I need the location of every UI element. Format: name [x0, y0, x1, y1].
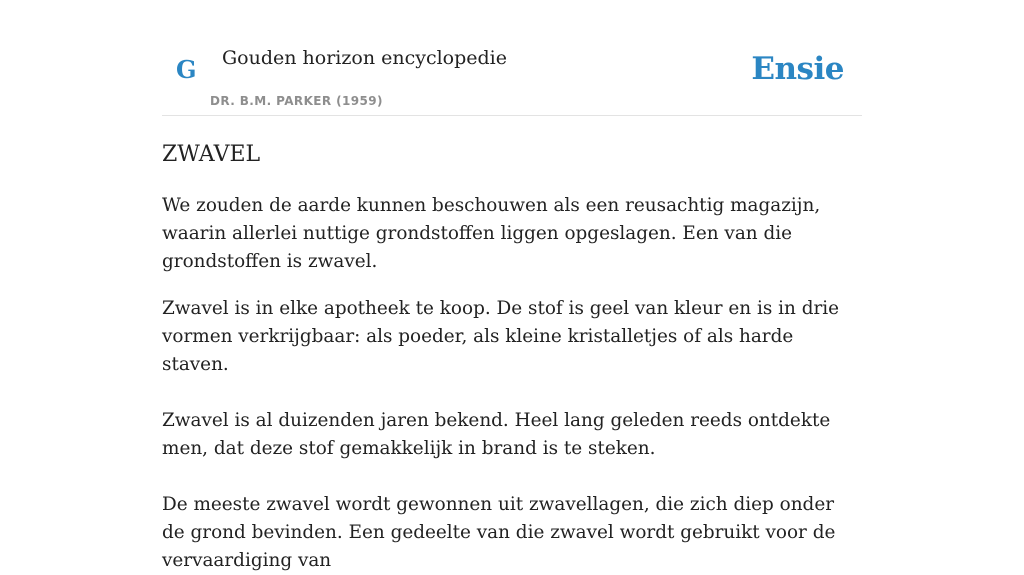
article-paragraph: Zwavel is al duizenden jaren bekend. Heel lang geleden reeds ontdekte men, dat deze stof gemakkelijk in brand is te steken.	[162, 410, 831, 459]
entry-header	[162, 0, 862, 116]
entry-headword: ZWAVEL	[162, 142, 261, 167]
article-paragraph: De meeste zwavel wordt gewonnen uit zwavellagen, die zich diep onder de grond bevinden. Een gedeelte van die zwavel wordt gebruikt voor de vervaardiging van	[162, 494, 836, 571]
article-paragraph: Zwavel is in elke apotheek te koop. De stof is geel van kleur en is in drie vormen verkrijgbaar: als poeder, als kleine kristalletjes of als harde staven.	[162, 298, 840, 375]
source-letter-icon: G	[176, 55, 197, 84]
article-paragraph: We zouden de aarde kunnen beschouwen als een reusachtig magazijn, waarin allerlei nuttige grondstoffen liggen opgeslagen. Een van die grondstoffen is zwavel.	[162, 195, 821, 272]
source-author: DR. B.M. PARKER (1959)	[210, 94, 383, 108]
article-body	[162, 138, 862, 575]
source-title-link[interactable]: Gouden horizon encyclopedie	[222, 47, 507, 69]
ensie-logo-link[interactable]: Ensie	[751, 51, 844, 87]
